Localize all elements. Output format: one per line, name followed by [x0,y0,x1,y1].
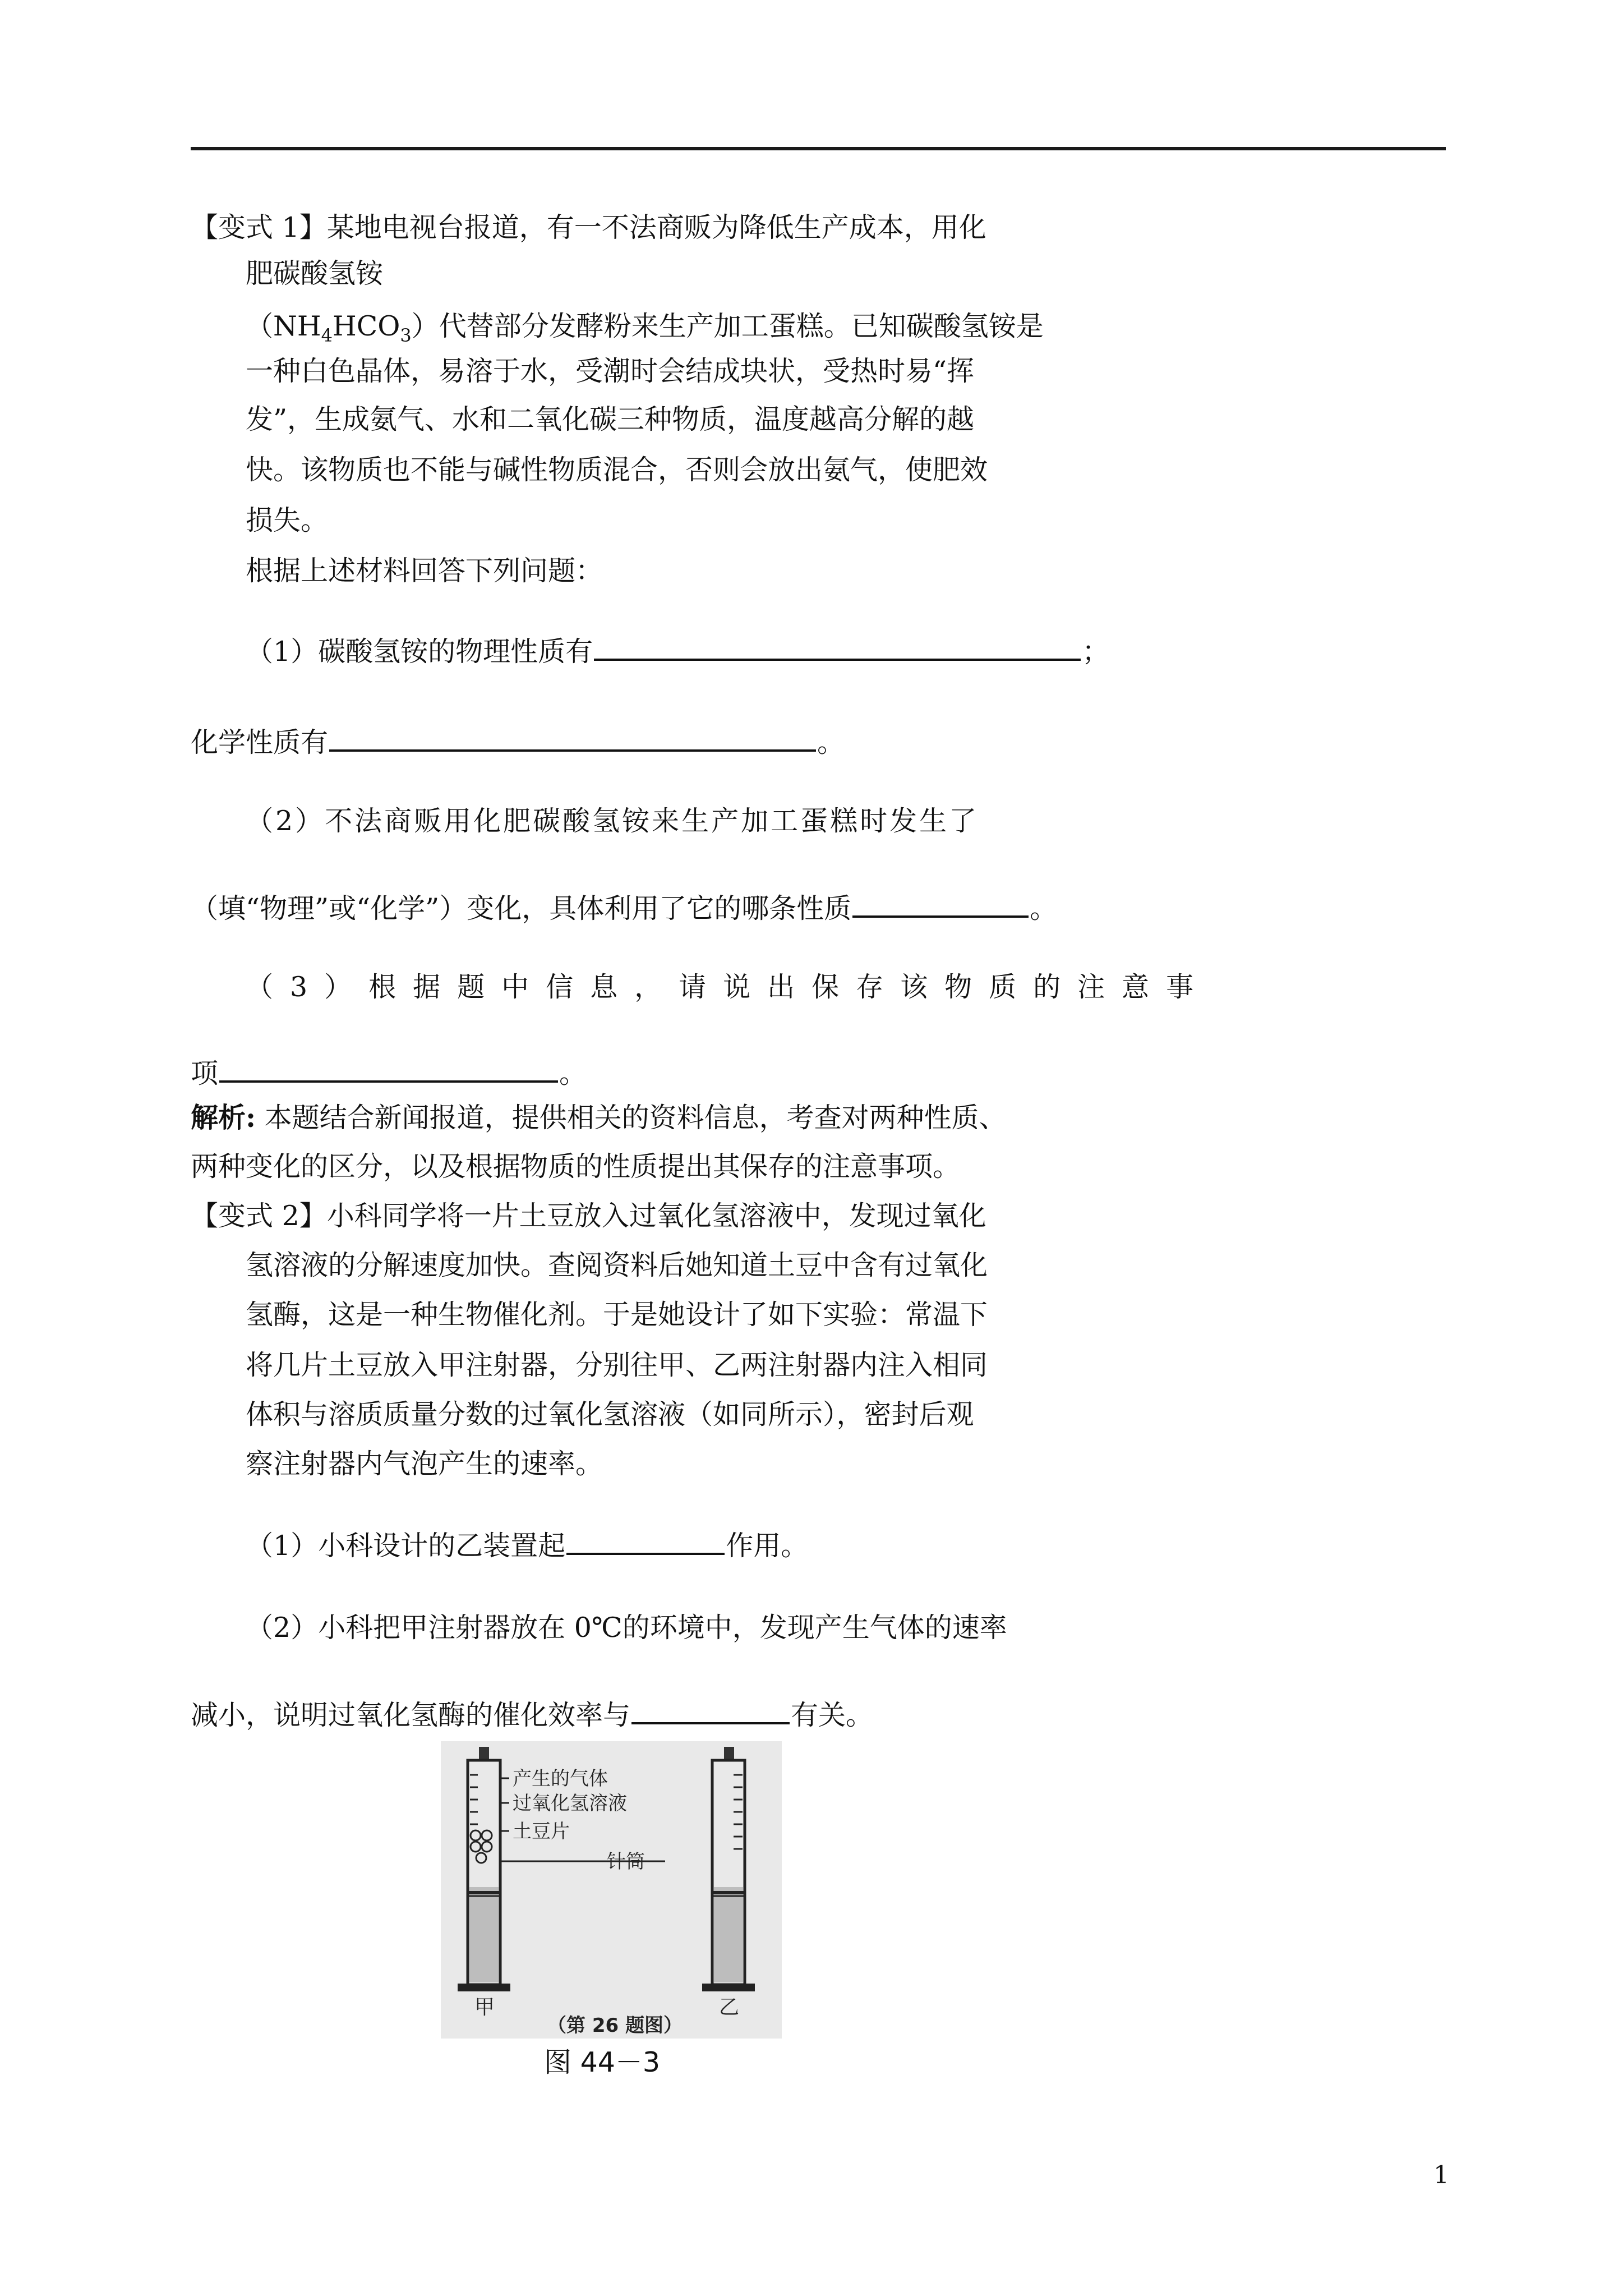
header-rule [191,147,1446,150]
variant2-line2: 氢溶液的分解速度加快。查阅资料后她知道土豆中含有过氧化 [246,1249,988,1281]
q1-chemical-text: 化学性质有 [191,726,329,758]
variant2-line5: 体积与溶质质量分数的过氧化氢溶液（如同所示），密封后观 [246,1398,974,1430]
variant1-line4: 一种白色晶体，易溶于水，受潮时会结成块状，受热时易“挥 [246,355,975,387]
inner-caption: （第 26 题图） [547,2014,683,2037]
variant1-line5: 发”，生成氨气、水和二氧化碳三种物质，温度越高分解的越 [246,403,975,435]
label-jia: 甲 [474,1996,495,2019]
question3-line2 [191,1055,587,1091]
variant1-line1: 【变式 1】某地电视台报道，有一不法商贩为降低生产成本，用化 [191,211,986,243]
formula-sub-3: 3 [400,324,412,346]
label-potato: 土豆片 [513,1820,570,1843]
formula-open: （NH [246,310,321,342]
answer-blank-physical[interactable] [594,633,1081,661]
part2-end: 有关。 [791,1699,874,1731]
analysis-line2: 两种变化的区分，以及根据物质的性质提出其保存的注意事项。 [191,1151,961,1182]
formula-sub-4: 4 [321,324,333,346]
part2-text: 减小，说明过氧化氢酶的催化效率与 [191,1699,631,1731]
part1-end: 作用。 [726,1530,809,1562]
q1-physical-text: （1）碳酸氢铵的物理性质有 [246,636,593,668]
formula-rest: ）代替部分发酵粉来生产加工蛋糕。已知碳酸氢铵是 [411,310,1044,342]
question2-line2 [191,890,1057,926]
question2-line1: （2）不法商贩用化肥碳酸氢铵来生产加工蛋糕时发生了 [246,805,979,837]
variant1-line2: 肥碳酸氢铵 [246,257,384,289]
part2-line2 [191,1696,873,1732]
part2-line1: （2）小科把甲注射器放在 0℃的环境中，发现产生气体的速率 [246,1612,1007,1644]
variant2-line6: 察注射器内气泡产生的速率。 [246,1448,603,1480]
analysis-label: 解析: [191,1101,256,1134]
q2-end: 。 [1030,892,1058,924]
q3-end: 。 [559,1057,587,1089]
formula-mid: HCO [332,310,400,342]
syringe-diagram [441,1741,782,2039]
figure-caption: 图 44－3 [544,2046,661,2078]
answer-blank-factor[interactable] [631,1696,790,1724]
question1-chemical [191,724,845,760]
q3-text: 项 [191,1057,219,1089]
variant1-line3 [246,310,1044,346]
variant1-line6: 快。该物质也不能与碱性物质混合，否则会放出氨气，使肥效 [246,454,988,486]
syringe-figure [441,1741,782,2039]
variant2-line3: 氢酶，这是一种生物催化剂。于是她设计了如下实验：常温下 [246,1299,988,1331]
analysis-text1: 本题结合新闻报道，提供相关的资料信息，考查对两种性质、 [256,1102,1007,1134]
question3-line1: （3）根据题中信息，请说出保存该物质的注意事 [246,971,1211,1003]
answer-blank-property[interactable] [852,890,1029,918]
variant2-line4: 将几片土豆放入甲注射器，分别往甲、乙两注射器内注入相同 [246,1349,988,1381]
answer-blank-chemical[interactable] [329,724,816,752]
label-yi: 乙 [719,1996,740,2019]
variant1-line7: 损失。 [246,504,329,536]
variant1-line8: 根据上述材料回答下列问题： [246,555,603,587]
part1-line [246,1527,808,1563]
label-h2o2: 过氧化氢溶液 [513,1792,627,1815]
answer-blank-storage[interactable] [219,1055,558,1083]
label-gas: 产生的气体 [513,1768,608,1790]
analysis-line1 [191,1101,1007,1135]
question1-physical [246,633,1109,669]
answer-blank-control[interactable] [566,1527,725,1555]
variant2-line1: 【变式 2】小科同学将一片土豆放入过氧化氢溶液中，发现过氧化 [191,1200,986,1232]
label-barrel: 针筒 [607,1851,645,1873]
page-number: 1 [1433,2161,1449,2189]
q2-text: （填“物理”或“化学”）变化，具体利用了它的哪条性质 [191,892,852,924]
part1-text: （1）小科设计的乙装置起 [246,1530,566,1562]
q1-chemical-end: 。 [817,726,845,758]
q1-physical-end: ； [1082,636,1110,668]
